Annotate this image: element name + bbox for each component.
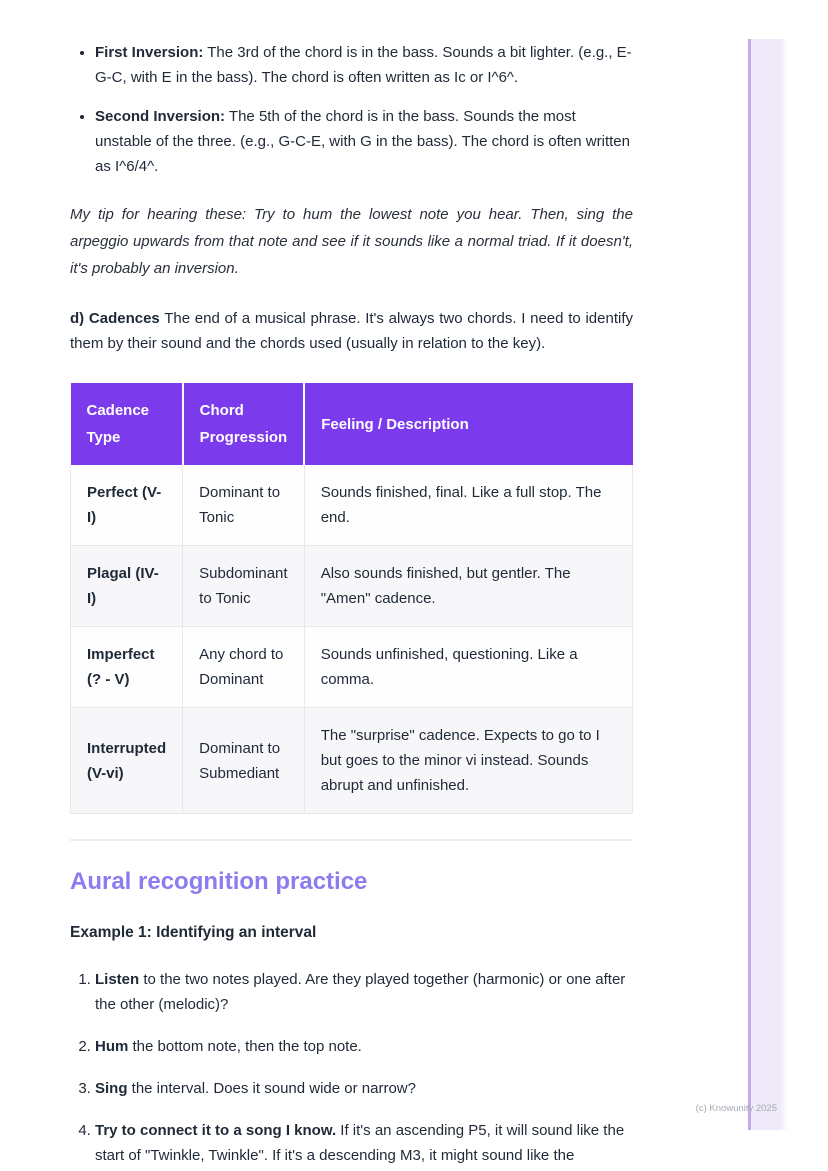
table-body — [71, 465, 633, 814]
step-bold-lead: Hum — [95, 1038, 129, 1055]
document-content — [70, 0, 633, 1171]
cell-cadence-type: Imperfect (? - V) — [71, 627, 183, 708]
step-bold-lead: Sing — [95, 1080, 128, 1097]
step-text: the bottom note, then the top note. — [128, 1038, 362, 1055]
tip-paragraph: My tip for hearing these: Try to hum the lowest note you hear. Then, sing the arpeggio upwards from that note and see if it sounds like a normal triad. If it doesn't, it's probably an inversion. — [70, 206, 633, 277]
step-text: the interval. Does it sound wide or narrow? — [127, 1080, 416, 1097]
list-item — [95, 1076, 633, 1101]
list-item — [95, 104, 633, 179]
header-cadence-type: Cadence Type — [71, 383, 183, 465]
cell-chord-progression: Dominant to Submediant — [183, 708, 305, 814]
cadences-intro-text: The end of a musical phrase. It's always two chords. I need to identify them by their sound and the chords used (usually in relation to the key). — [70, 310, 633, 352]
cell-feeling-description: Sounds finished, final. Like a full stop. The end. — [304, 465, 632, 546]
table-row — [71, 708, 633, 814]
step-bold-lead: Try to connect it to a song I know. — [95, 1122, 337, 1139]
bullet-text: The 3rd of the chord is in the bass. Sounds a bit lighter. (e.g., E-G-C, with E in the bass). The chord is often written as Ic or I^6^. — [95, 44, 632, 86]
cadence-table — [70, 383, 633, 814]
watermark-text: (c) Knowunity 2025 — [695, 1103, 777, 1114]
step-text: If it's an ascending P5, it will sound like the start of "Twinkle, Twinkle". If it's a descending M3, it might sound like the — [95, 1122, 625, 1164]
bullet-bold-lead: Second Inversion: — [95, 108, 226, 125]
cadence-table-wrapper — [70, 383, 633, 814]
table-row — [71, 546, 633, 627]
table-header — [71, 383, 633, 465]
section-divider — [70, 839, 633, 841]
steps-numbered-list — [70, 967, 633, 1168]
header-feeling-description: Feeling / Description — [304, 383, 632, 465]
cadences-intro-bold: d) Cadences — [70, 310, 160, 327]
section-heading: Aural recognition practice — [70, 868, 368, 895]
example-heading: Example 1: Identifying an interval — [70, 924, 317, 941]
bullet-text: The 5th of the chord is in the bass. Sounds the most unstable of the three. (e.g., G-C-E, with G in the bass). The chord is often written as I^6/4^. — [95, 108, 630, 175]
inversion-bullet-list — [70, 40, 633, 179]
list-item — [95, 40, 633, 90]
list-item — [95, 1034, 633, 1059]
list-item — [95, 967, 633, 1017]
step-bold-lead: Listen — [95, 971, 140, 988]
cell-cadence-type: Interrupted (V-vi) — [71, 708, 183, 814]
list-item — [95, 1118, 633, 1168]
table-header-row — [71, 383, 633, 465]
cadences-intro-paragraph — [70, 306, 633, 356]
cell-chord-progression: Dominant to Tonic — [183, 465, 305, 546]
table-row — [71, 465, 633, 546]
cell-cadence-type: Perfect (V-I) — [71, 465, 183, 546]
table-row — [71, 627, 633, 708]
header-chord-progression: Chord Progression — [183, 383, 305, 465]
bullet-bold-lead: First Inversion: — [95, 44, 204, 61]
cell-chord-progression: Subdominant to Tonic — [183, 546, 305, 627]
page-edge-strip — [748, 39, 788, 1130]
step-text: to the two notes played. Are they played together (harmonic) or one after the other (melodic)? — [95, 971, 626, 1013]
cell-feeling-description: Also sounds finished, but gentler. The "Amen" cadence. — [304, 546, 632, 627]
cell-chord-progression: Any chord to Dominant — [183, 627, 305, 708]
cell-feeling-description: Sounds unfinished, questioning. Like a comma. — [304, 627, 632, 708]
cell-feeling-description: The "surprise" cadence. Expects to go to I but goes to the minor vi instead. Sounds abrupt and unfinished. — [304, 708, 632, 814]
cell-cadence-type: Plagal (IV-I) — [71, 546, 183, 627]
